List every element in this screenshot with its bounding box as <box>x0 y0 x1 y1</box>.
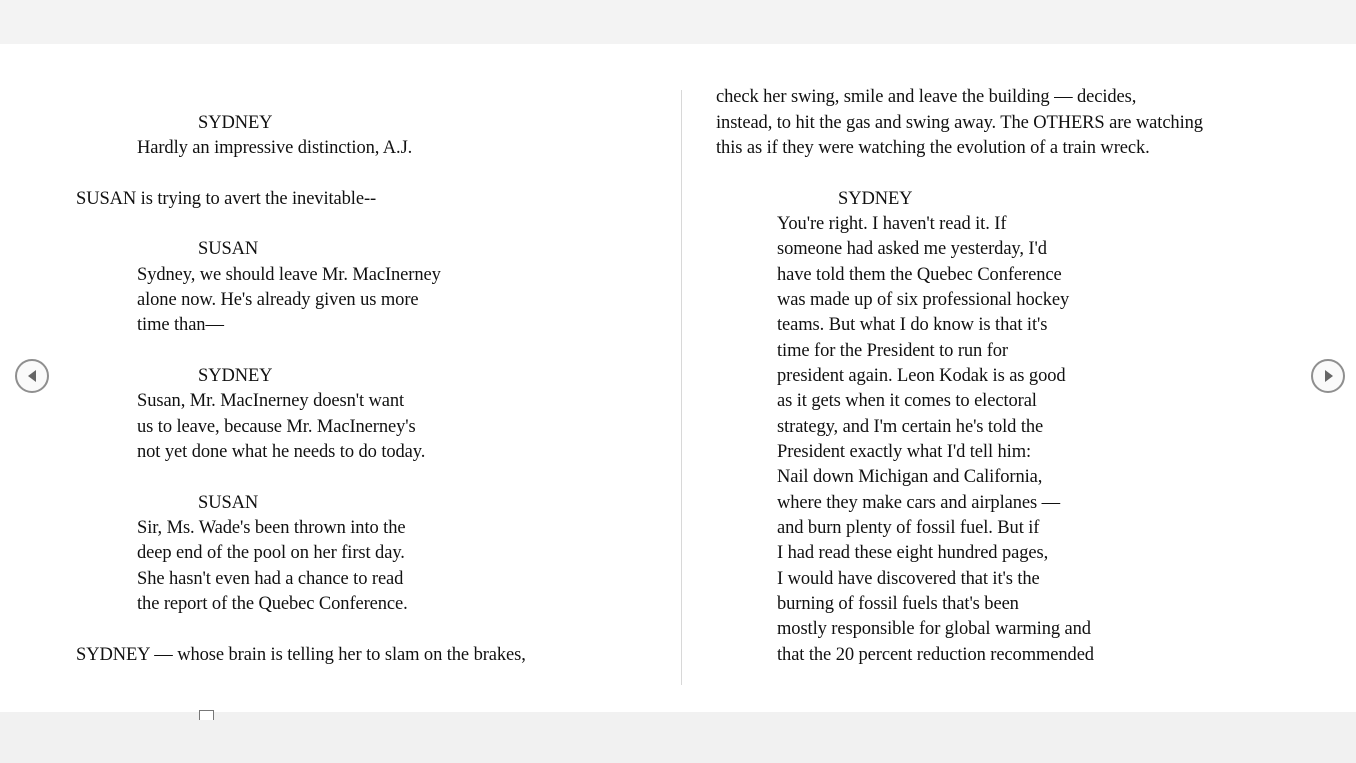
chevron-right-icon <box>1313 361 1343 391</box>
dialogue-line: President exactly what I'd tell him: <box>777 442 1032 462</box>
dialogue-line: alone now. He's already given us more <box>137 290 419 310</box>
dialogue-line: I had read these eight hundred pages, <box>777 543 1049 563</box>
character-name: SYDNEY <box>198 113 273 133</box>
dialogue-line: Hardly an impressive distinction, A.J. <box>137 138 413 158</box>
dialogue-line: time than— <box>137 315 224 335</box>
dialogue-line: president again. Leon Kodak is as good <box>777 366 1066 386</box>
top-toolbar <box>0 0 1356 44</box>
page-checkbox[interactable] <box>199 710 214 720</box>
previous-page-button[interactable] <box>15 359 49 393</box>
dialogue-line: She hasn't even had a chance to read <box>137 569 404 589</box>
page-divider <box>681 90 682 685</box>
dialogue-line: Susan, Mr. MacInerney doesn't want <box>137 391 405 411</box>
dialogue-line: Sydney, we should leave Mr. MacInerney <box>137 265 441 285</box>
action-line: check her swing, smile and leave the building — decides, <box>716 87 1137 107</box>
dialogue-line: where they make cars and airplanes — <box>777 493 1061 513</box>
dialogue-line: time for the President to run for <box>777 341 1008 361</box>
character-name: SYDNEY <box>838 189 913 209</box>
dialogue-line: not yet done what he needs to do today. <box>137 442 426 462</box>
dialogue-line: I would have discovered that it's the <box>777 569 1040 589</box>
dialogue-line: burning of fossil fuels that's been <box>777 594 1019 614</box>
dialogue-line: us to leave, because Mr. MacInerney's <box>137 417 416 437</box>
character-name: SUSAN <box>198 493 259 513</box>
dialogue-line: Nail down Michigan and California, <box>777 467 1043 487</box>
dialogue-line: was made up of six professional hockey <box>777 290 1070 310</box>
dialogue-line: that the 20 percent reduction recommended <box>777 645 1094 665</box>
character-name: SYDNEY <box>198 366 273 386</box>
dialogue-line: Sir, Ms. Wade's been thrown into the <box>137 518 406 538</box>
dialogue-line: and burn plenty of fossil fuel. But if <box>777 518 1040 538</box>
dialogue-line: You're right. I haven't read it. If <box>777 214 1007 234</box>
dialogue-line: mostly responsible for global warming and <box>777 619 1091 639</box>
action-line: this as if they were watching the evolution of a train wreck. <box>716 138 1150 158</box>
action-line: SUSAN is trying to avert the inevitable-- <box>76 189 377 209</box>
chevron-left-icon <box>17 361 47 391</box>
dialogue-line: deep end of the pool on her first day. <box>137 543 405 563</box>
dialogue-line: as it gets when it comes to electoral <box>777 391 1037 411</box>
dialogue-line: have told them the Quebec Conference <box>777 265 1062 285</box>
character-name: SUSAN <box>198 239 259 259</box>
dialogue-line: teams. But what I do know is that it's <box>777 315 1048 335</box>
action-line: instead, to hit the gas and swing away. The OTHERS are watching <box>716 113 1203 133</box>
next-page-button[interactable] <box>1311 359 1345 393</box>
dialogue-line: the report of the Quebec Conference. <box>137 594 408 614</box>
dialogue-line: strategy, and I'm certain he's told the <box>777 417 1044 437</box>
action-line: SYDNEY — whose brain is telling her to slam on the brakes, <box>76 645 526 665</box>
dialogue-line: someone had asked me yesterday, I'd <box>777 239 1047 259</box>
